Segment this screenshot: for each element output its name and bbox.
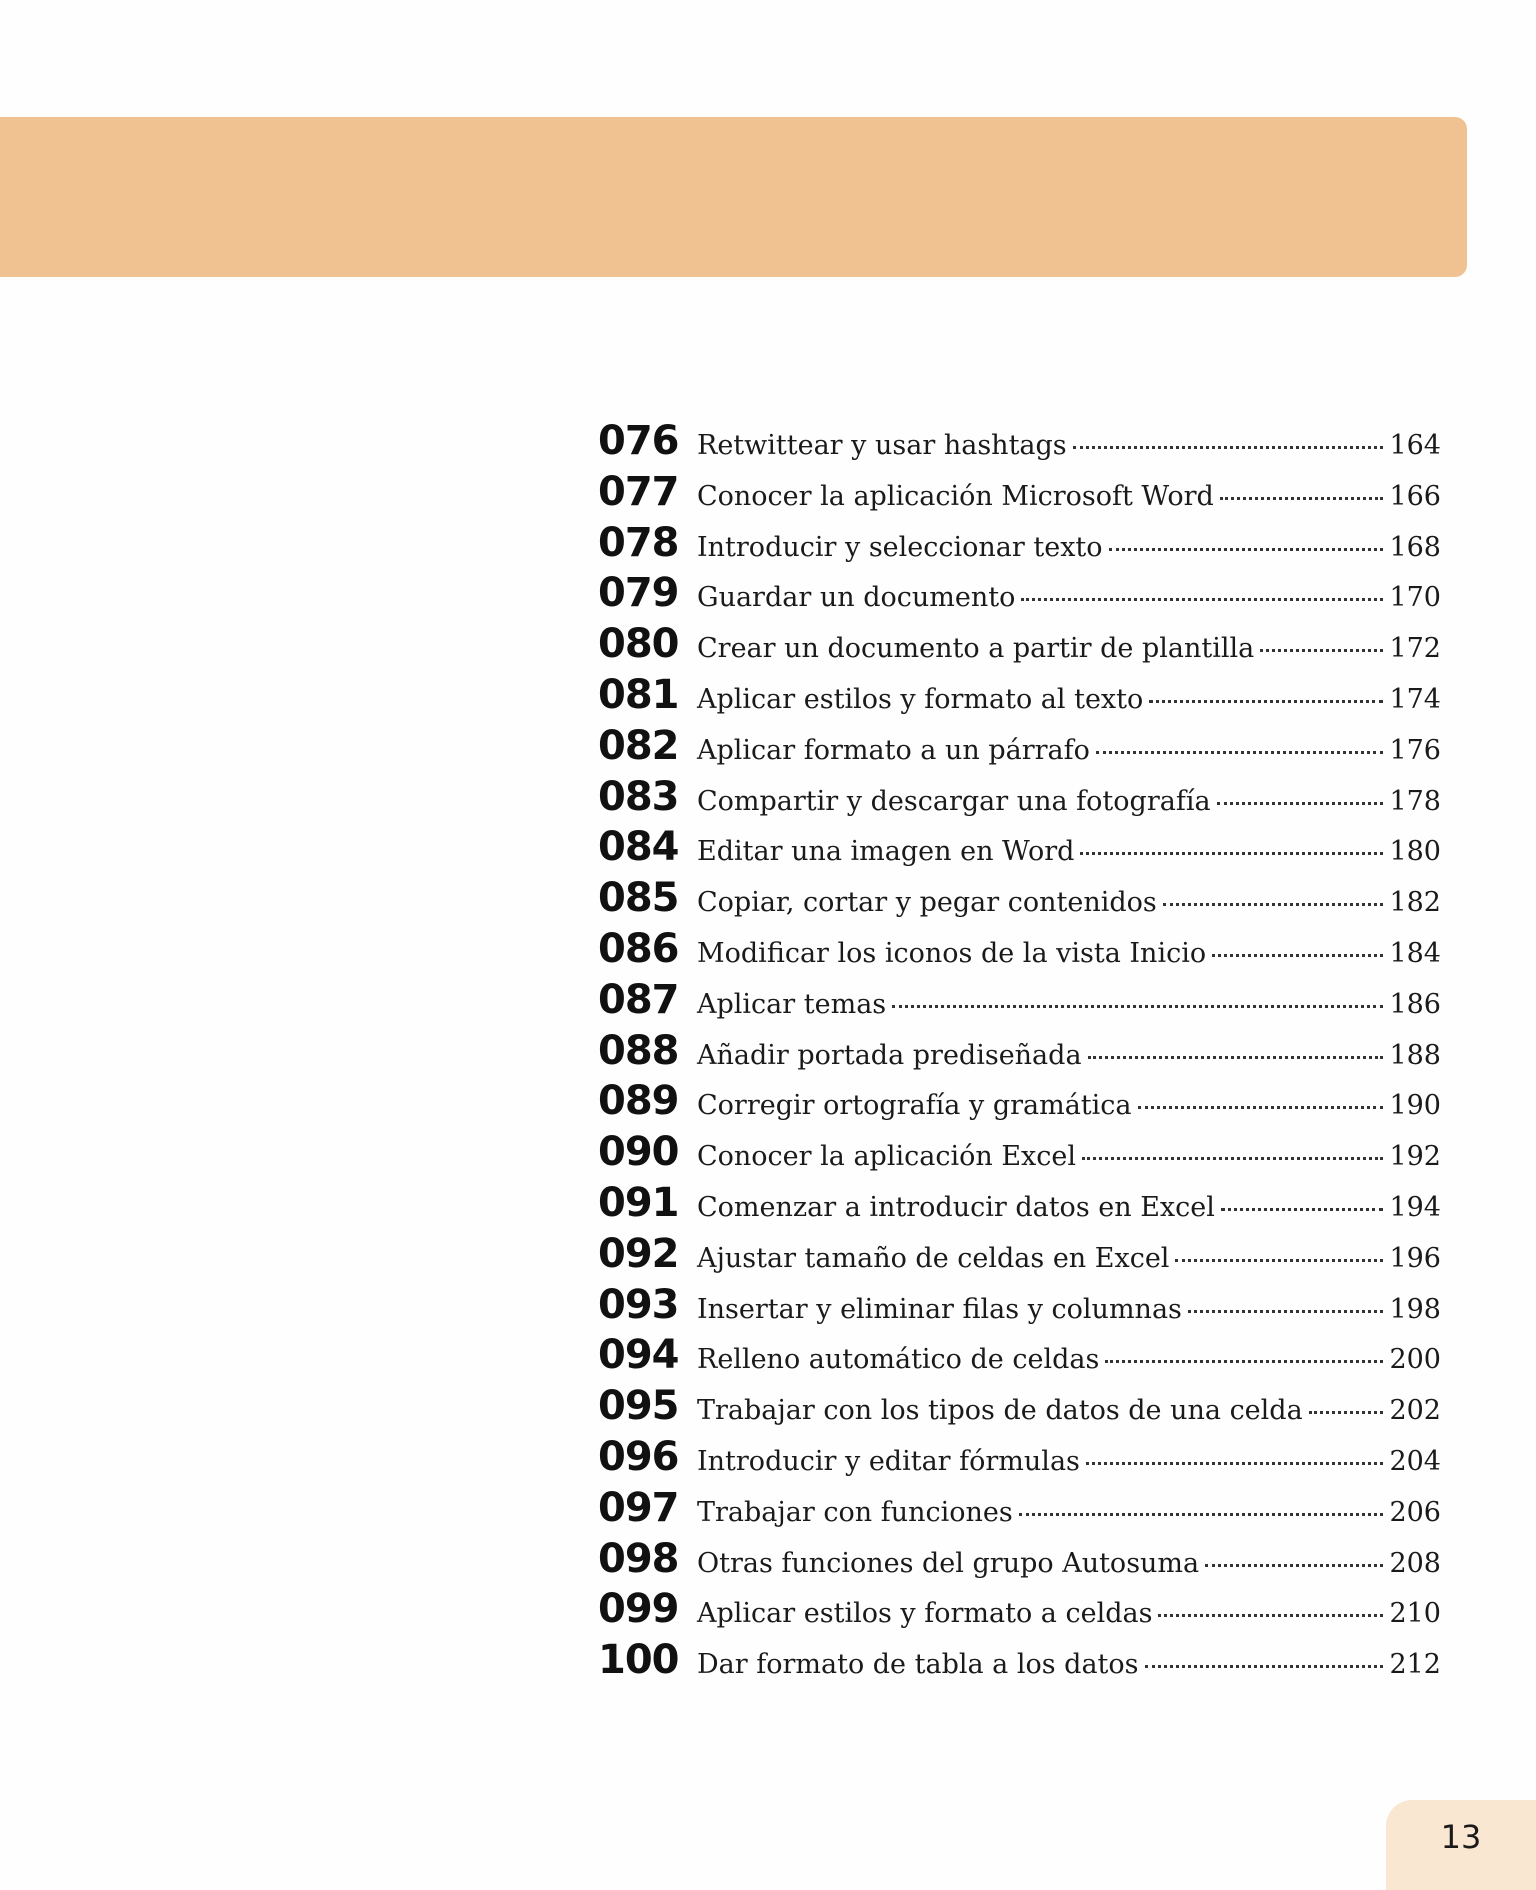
toc-entry	[598, 1536, 1441, 1587]
toc-entry	[598, 1180, 1441, 1231]
toc-entry	[598, 1231, 1441, 1282]
toc-entry-number: 076	[598, 418, 679, 464]
toc-entry-title: Otras funciones del grupo Autosuma	[697, 1547, 1200, 1579]
toc-entry-number: 094	[598, 1332, 679, 1379]
toc-entry	[598, 1586, 1441, 1637]
toc-entry-title: Conocer la aplicación Microsoft Word	[697, 480, 1214, 512]
toc-entry-leader-dots	[1073, 446, 1384, 449]
toc-entry	[598, 926, 1441, 977]
toc-entry-leader-dots	[1105, 1360, 1383, 1363]
toc-entry-number: 093	[598, 1281, 679, 1328]
table-of-contents	[598, 418, 1441, 1688]
toc-entry-number: 097	[598, 1484, 679, 1531]
toc-entry-number: 089	[598, 1078, 679, 1125]
toc-entry	[598, 672, 1441, 723]
toc-entry	[598, 824, 1441, 875]
toc-entry-leader-dots	[1217, 802, 1384, 805]
toc-entry-leader-dots	[1096, 751, 1384, 754]
toc-entry	[598, 1637, 1441, 1688]
toc-entry-leader-dots	[892, 1005, 1383, 1008]
toc-entry-title: Compartir y descargar una fotografía	[697, 785, 1211, 817]
toc-entry-title: Trabajar con los tipos de datos de una celda	[697, 1395, 1303, 1427]
toc-entry-title: Guardar un documento	[697, 582, 1016, 614]
toc-entry-page: 186	[1389, 988, 1441, 1020]
toc-entry-number: 098	[598, 1535, 679, 1582]
toc-entry-number: 087	[598, 976, 679, 1023]
toc-entry-leader-dots	[1188, 1310, 1384, 1313]
toc-entry-page: 178	[1389, 785, 1441, 817]
toc-entry-leader-dots	[1212, 954, 1383, 957]
toc-entry-page: 206	[1389, 1496, 1441, 1528]
toc-entry-title: Insertar y eliminar filas y columnas	[697, 1293, 1182, 1325]
toc-entry-leader-dots	[1149, 700, 1383, 703]
toc-entry-page: 164	[1389, 430, 1441, 461]
toc-entry-page: 198	[1389, 1293, 1441, 1325]
toc-entry-page: 182	[1389, 887, 1441, 919]
toc-entry-number: 081	[598, 671, 679, 718]
toc-entry-number: 083	[598, 773, 679, 820]
toc-entry-title: Copiar, cortar y pegar contenidos	[697, 887, 1157, 919]
toc-entry-number: 079	[598, 570, 679, 617]
toc-entry-number: 091	[598, 1179, 679, 1226]
toc-entry-title: Editar una imagen en Word	[697, 836, 1075, 868]
toc-entry-title: Ajustar tamaño de celdas en Excel	[697, 1242, 1170, 1274]
toc-entry	[598, 1332, 1441, 1383]
toc-entry-page: 174	[1389, 683, 1441, 715]
toc-entry-page: 170	[1389, 582, 1441, 614]
toc-entry	[598, 774, 1441, 825]
toc-entry-page: 190	[1389, 1090, 1441, 1122]
toc-entry-number: 100	[598, 1637, 679, 1684]
toc-entry-leader-dots	[1163, 903, 1384, 906]
toc-entry	[598, 977, 1441, 1028]
toc-entry-page: 180	[1389, 836, 1441, 868]
toc-entry-leader-dots	[1221, 1208, 1384, 1211]
toc-entry-leader-dots	[1138, 1106, 1384, 1109]
toc-entry-leader-dots	[1175, 1259, 1383, 1262]
toc-entry-number: 084	[598, 824, 679, 871]
toc-entry-title: Aplicar estilos y formato a celdas	[697, 1598, 1153, 1630]
toc-entry-page: 184	[1389, 937, 1441, 969]
toc-entry-page: 176	[1389, 734, 1441, 766]
toc-entry-leader-dots	[1260, 649, 1383, 652]
toc-entry-page: 202	[1389, 1395, 1441, 1427]
toc-entry-title: Aplicar temas	[697, 988, 887, 1020]
toc-entry-leader-dots	[1145, 1665, 1384, 1668]
toc-entry-page: 172	[1389, 633, 1441, 665]
toc-entry-title: Dar formato de tabla a los datos	[697, 1649, 1139, 1681]
toc-entry-number: 086	[598, 925, 679, 972]
toc-entry-leader-dots	[1309, 1411, 1384, 1414]
toc-entry-number: 099	[598, 1586, 679, 1633]
toc-entry-number: 082	[598, 722, 679, 769]
toc-entry-page: 208	[1389, 1547, 1441, 1579]
toc-entry	[598, 1434, 1441, 1485]
toc-entry-title: Relleno automático de celdas	[697, 1344, 1100, 1376]
toc-entry	[598, 1282, 1441, 1333]
toc-entry-leader-dots	[1019, 1513, 1384, 1516]
toc-entry-title: Aplicar estilos y formato al texto	[697, 683, 1144, 715]
toc-entry-number: 090	[598, 1129, 679, 1176]
toc-entry-page: 166	[1389, 480, 1441, 512]
toc-entry-title: Modificar los iconos de la vista Inicio	[697, 937, 1207, 969]
toc-entry-title: Introducir y editar fórmulas	[697, 1445, 1080, 1477]
toc-entry-leader-dots	[1086, 1462, 1384, 1465]
toc-entry	[598, 520, 1441, 571]
toc-entry	[598, 1028, 1441, 1079]
toc-entry-page: 196	[1389, 1242, 1441, 1274]
toc-entry	[598, 621, 1441, 672]
toc-entry	[598, 723, 1441, 774]
toc-entry	[598, 1383, 1441, 1434]
toc-entry-leader-dots	[1220, 497, 1384, 500]
page-number: 13	[1440, 1818, 1482, 1856]
toc-entry	[598, 1129, 1441, 1180]
toc-entry-number: 092	[598, 1230, 679, 1277]
toc-entry-leader-dots	[1021, 598, 1383, 601]
toc-entry	[598, 418, 1441, 469]
toc-entry	[598, 875, 1441, 926]
toc-entry-page: 168	[1389, 531, 1441, 563]
toc-entry-leader-dots	[1205, 1564, 1383, 1567]
toc-entry-title: Trabajar con funciones	[697, 1496, 1013, 1528]
toc-entry-number: 095	[598, 1383, 679, 1430]
toc-entry	[598, 469, 1441, 520]
toc-entry-leader-dots	[1080, 852, 1383, 855]
toc-entry-page: 188	[1389, 1039, 1441, 1071]
toc-entry-title: Conocer la aplicación Excel	[697, 1141, 1076, 1173]
toc-entry	[598, 570, 1441, 621]
toc-entry-leader-dots	[1088, 1056, 1384, 1059]
toc-entry-title: Comenzar a introducir datos en Excel	[697, 1191, 1215, 1223]
toc-entry-title: Añadir portada prediseñada	[697, 1039, 1082, 1071]
toc-entry-title: Corregir ortografía y gramática	[697, 1090, 1132, 1122]
toc-entry-number: 077	[598, 468, 679, 515]
toc-entry-title: Introducir y seleccionar texto	[697, 531, 1103, 563]
toc-entry-page: 212	[1389, 1649, 1441, 1681]
toc-entry-leader-dots	[1082, 1157, 1383, 1160]
toc-entry-leader-dots	[1109, 548, 1384, 551]
header-band	[0, 117, 1467, 277]
toc-entry-page: 200	[1389, 1344, 1441, 1376]
toc-entry-leader-dots	[1158, 1614, 1383, 1617]
toc-entry-title: Retwittear y usar hashtags	[697, 430, 1067, 461]
toc-entry	[598, 1078, 1441, 1129]
toc-entry-page: 210	[1389, 1598, 1441, 1630]
toc-entry-page: 194	[1389, 1191, 1441, 1223]
toc-entry-title: Aplicar formato a un párrafo	[697, 734, 1090, 766]
toc-entry-title: Crear un documento a partir de plantilla	[697, 633, 1255, 665]
toc-entry-number: 088	[598, 1027, 679, 1074]
toc-entry-number: 078	[598, 519, 679, 566]
toc-entry-number: 096	[598, 1433, 679, 1480]
toc-entry-number: 080	[598, 621, 679, 668]
toc-entry-page: 192	[1389, 1141, 1441, 1173]
toc-entry-page: 204	[1389, 1445, 1441, 1477]
toc-entry	[598, 1485, 1441, 1536]
toc-entry-number: 085	[598, 875, 679, 922]
